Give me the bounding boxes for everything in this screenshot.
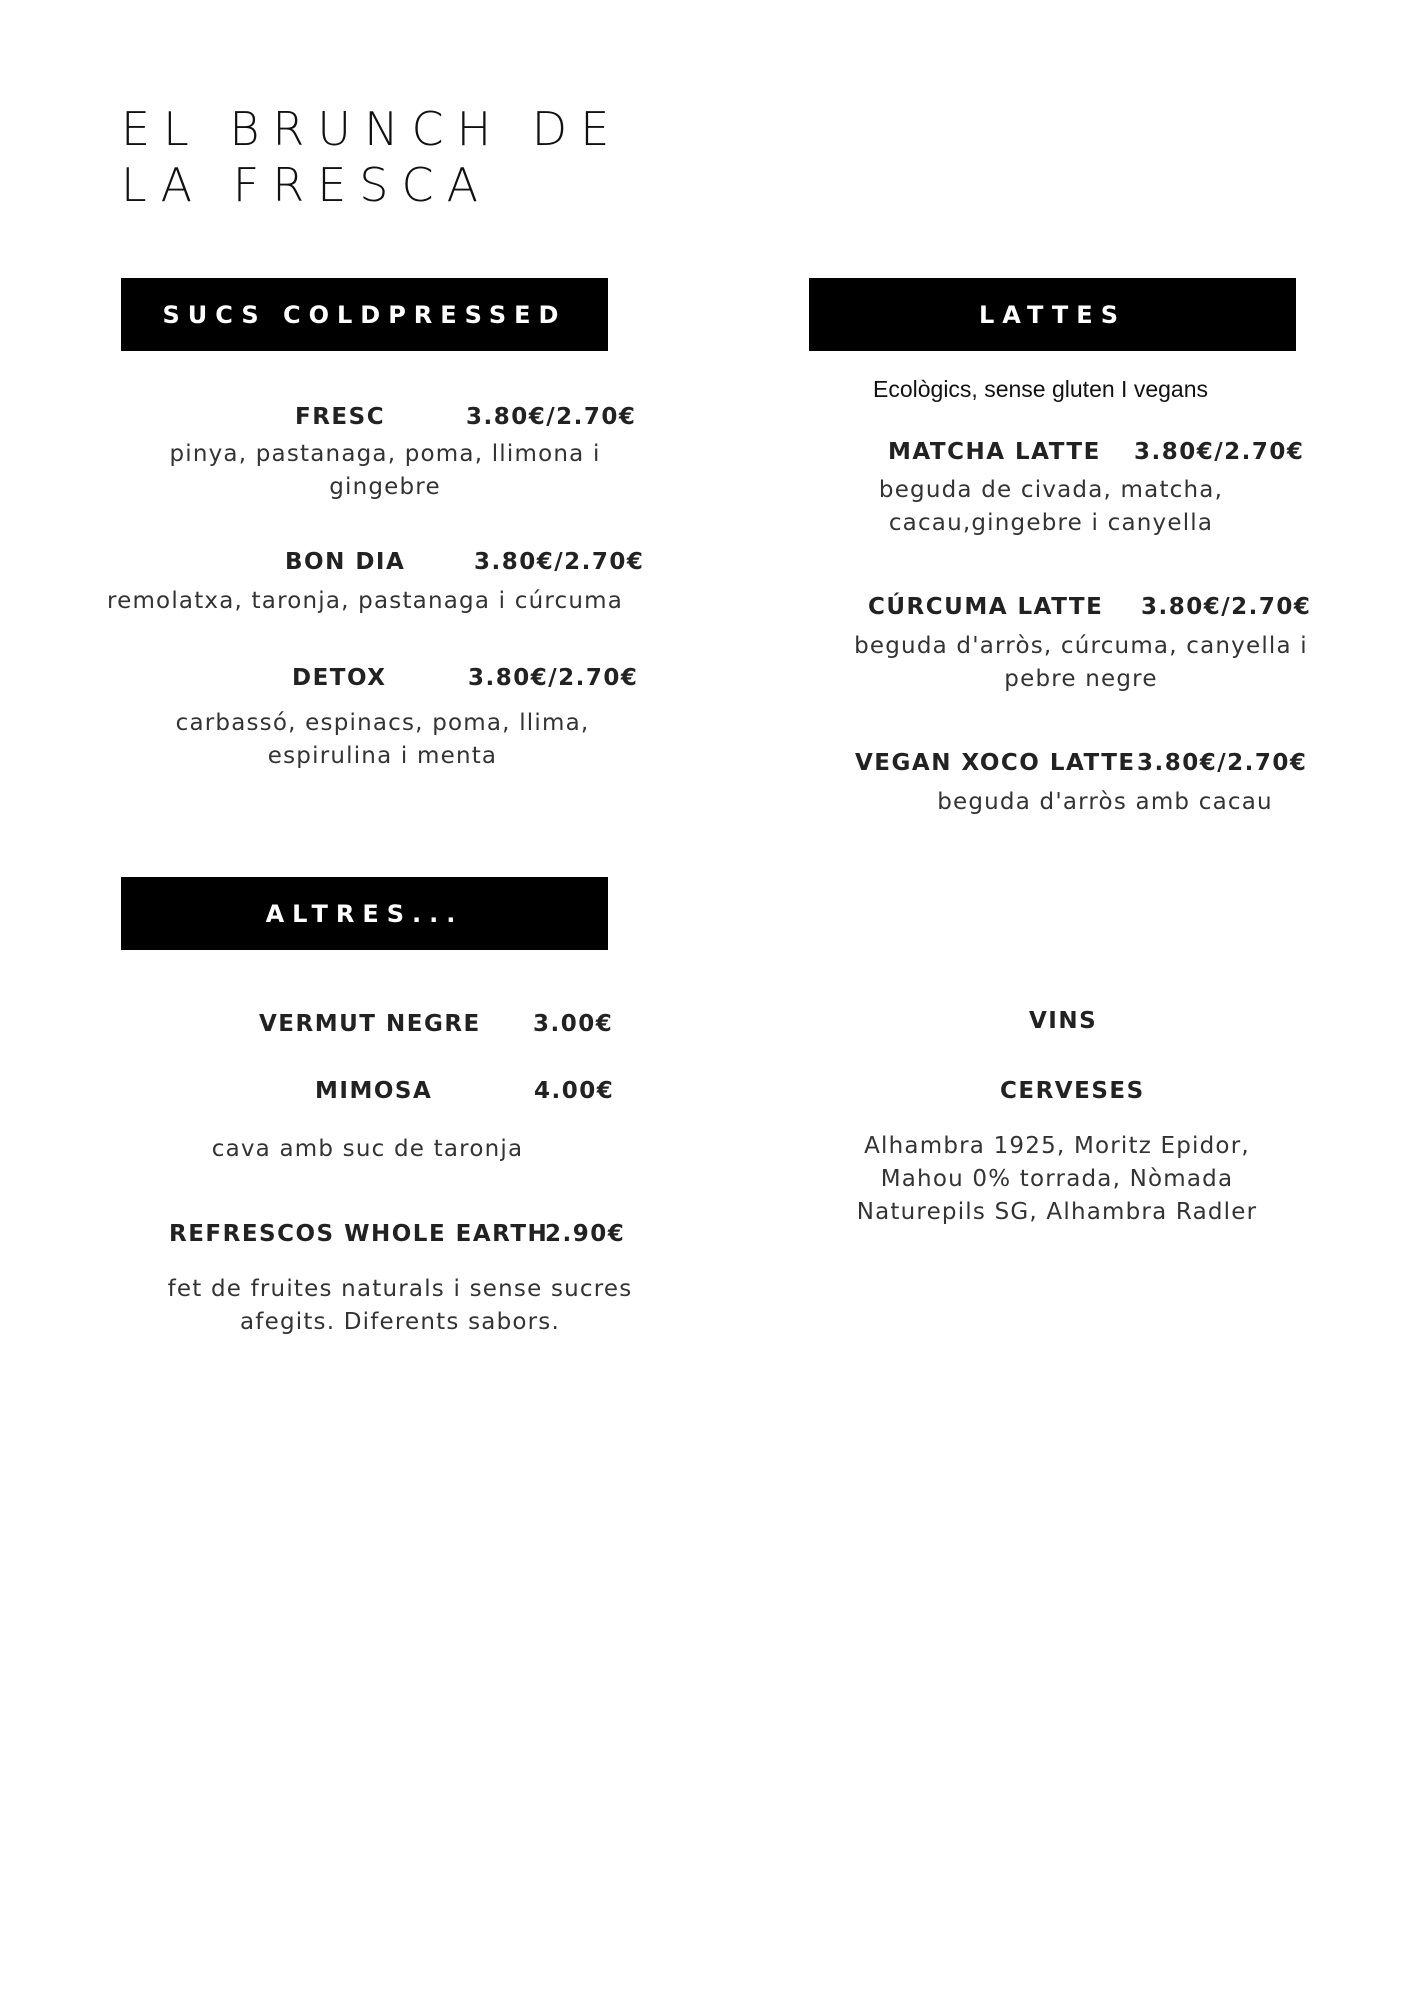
item-desc-vegan-xoco-latte: beguda d'arròs amb cacau	[937, 789, 1273, 815]
item-name-fresc: FRESC	[295, 404, 386, 430]
item-price-fresc: 3.80€/2.70€	[466, 404, 637, 430]
item-price-mimosa: 4.00€	[534, 1078, 615, 1104]
item-name-detox: DETOX	[292, 665, 387, 691]
item-desc-mimosa: cava amb suc de taronja	[211, 1136, 524, 1162]
item-desc-bon-dia: remolatxa, taronja, pastanaga i cúrcuma	[106, 588, 624, 614]
item-name-bon-dia: BON DIA	[285, 549, 406, 575]
section-header-altres: ALTRES...	[121, 877, 608, 950]
heading-vins: VINS	[1029, 1008, 1098, 1034]
item-desc-detox: carbassó, espinacs, poma, llima, espirulina i menta	[175, 710, 590, 769]
item-price-bon-dia: 3.80€/2.70€	[474, 549, 645, 575]
item-name-vermut-negre: VERMUT NEGRE	[259, 1011, 481, 1037]
item-desc-matcha-latte: beguda de civada, matcha, cacau,gingebre i canyella	[878, 477, 1224, 536]
cerveses-desc: Alhambra 1925, Moritz Epidor, Mahou 0% torrada, Nòmada Naturepils SG, Alhambra Radler	[856, 1133, 1258, 1225]
item-price-vegan-xoco-latte: 3.80€/2.70€	[1137, 750, 1308, 776]
item-price-detox: 3.80€/2.70€	[468, 665, 639, 691]
page-title-line-1: EL BRUNCH DE	[121, 102, 623, 156]
item-name-mimosa: MIMOSA	[315, 1078, 433, 1104]
heading-cerveses: CERVESES	[1000, 1078, 1145, 1104]
item-price-curcuma-latte: 3.80€/2.70€	[1141, 594, 1312, 620]
page-title-line-2: LA FRESCA	[121, 158, 492, 212]
item-desc-curcuma-latte: beguda d'arròs, cúrcuma, canyella i pebre negre	[854, 633, 1308, 692]
item-name-refrescos: REFRESCOS WHOLE EARTH	[169, 1221, 549, 1247]
item-price-matcha-latte: 3.80€/2.70€	[1134, 439, 1305, 465]
item-price-vermut-negre: 3.00€	[533, 1011, 614, 1037]
item-desc-refrescos: fet de fruites naturals i sense sucres afegits. Diferents sabors.	[167, 1276, 633, 1335]
item-price-refrescos: 2.90€	[545, 1221, 626, 1247]
section-header-sucs: SUCS COLDPRESSED	[121, 278, 608, 351]
item-name-vegan-xoco-latte: VEGAN XOCO LATTE	[855, 750, 1136, 776]
item-name-matcha-latte: MATCHA LATTE	[888, 439, 1101, 465]
item-name-curcuma-latte: CÚRCUMA LATTE	[868, 594, 1104, 620]
section-header-lattes: LATTES	[809, 278, 1296, 351]
item-desc-fresc: pinya, pastanaga, poma, llimona i gingebre	[169, 441, 601, 500]
lattes-subtitle: Ecològics, sense gluten I vegans	[873, 376, 1208, 402]
